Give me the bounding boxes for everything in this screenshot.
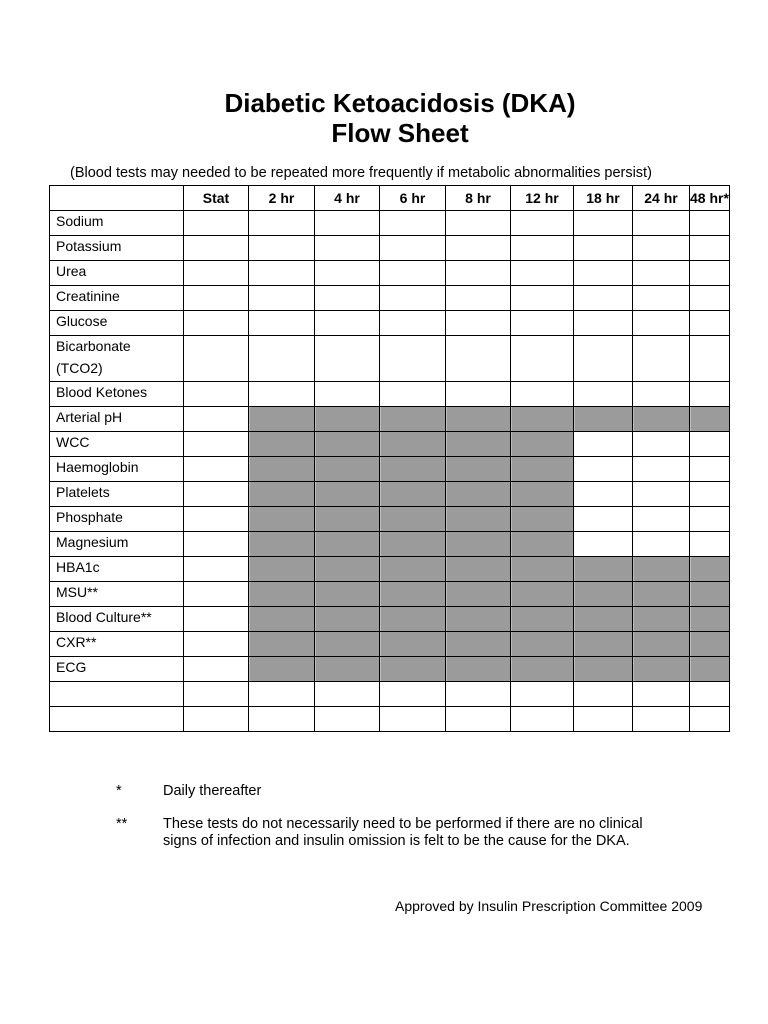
table-row — [50, 457, 730, 482]
column-header: 6 hr — [380, 186, 446, 211]
table-row — [50, 311, 730, 336]
row-label-text: Creatinine — [56, 288, 120, 304]
table-row — [50, 707, 730, 732]
column-header: 48 hr* — [690, 186, 730, 211]
entry-cell[interactable] — [446, 382, 511, 407]
entry-cell[interactable] — [574, 707, 633, 732]
column-header: 4 hr — [315, 186, 380, 211]
entry-cell[interactable] — [184, 557, 249, 582]
footnote-2-mark: ** — [116, 816, 128, 832]
table-row — [50, 211, 730, 236]
shaded-cell — [511, 457, 574, 482]
shaded-cell — [511, 432, 574, 457]
entry-cell[interactable] — [633, 261, 690, 286]
footnote-1-text: Daily thereafter — [163, 783, 262, 799]
entry-cell[interactable] — [184, 432, 249, 457]
row-label — [50, 286, 184, 311]
shaded-cell — [446, 507, 511, 532]
entry-cell[interactable] — [690, 261, 730, 286]
shaded-cell — [380, 632, 446, 657]
shaded-cell — [380, 607, 446, 632]
table-row — [50, 507, 730, 532]
approval-footer: Approved by Insulin Prescription Committee 2009 — [395, 898, 703, 914]
entry-cell[interactable] — [380, 707, 446, 732]
entry-cell[interactable] — [690, 507, 730, 532]
shaded-cell — [446, 557, 511, 582]
row-label — [50, 382, 184, 407]
shaded-cell — [574, 557, 633, 582]
shaded-cell — [633, 607, 690, 632]
row-label-text: Sodium — [56, 213, 104, 229]
row-label-text: Blood Culture** — [56, 609, 152, 625]
shaded-cell — [690, 407, 730, 432]
entry-cell[interactable] — [315, 336, 380, 382]
entry-cell[interactable] — [184, 457, 249, 482]
row-label-text: Phosphate — [56, 509, 123, 525]
shaded-cell — [511, 482, 574, 507]
entry-cell[interactable] — [249, 382, 315, 407]
entry-cell[interactable] — [690, 311, 730, 336]
shaded-cell — [446, 632, 511, 657]
row-label — [50, 582, 184, 607]
shaded-cell — [511, 632, 574, 657]
entry-cell[interactable] — [633, 432, 690, 457]
entry-cell[interactable] — [690, 236, 730, 261]
shaded-cell — [446, 482, 511, 507]
shaded-cell — [633, 407, 690, 432]
shaded-cell — [315, 507, 380, 532]
shaded-cell — [446, 607, 511, 632]
row-label-text: Blood Ketones — [56, 384, 148, 400]
row-label — [50, 211, 184, 236]
shaded-cell — [633, 557, 690, 582]
shaded-cell — [574, 657, 633, 682]
entry-cell[interactable] — [446, 261, 511, 286]
shaded-cell — [249, 432, 315, 457]
shaded-cell — [690, 607, 730, 632]
blood-test-note: (Blood tests may needed to be repeated more frequently if metabolic abnormalities persist) — [70, 165, 652, 181]
row-label-text: WCC — [56, 434, 90, 450]
entry-cell[interactable] — [380, 261, 446, 286]
entry-cell[interactable] — [315, 682, 380, 707]
shaded-cell — [315, 432, 380, 457]
shaded-cell — [446, 532, 511, 557]
entry-cell[interactable] — [380, 682, 446, 707]
entry-cell[interactable] — [574, 336, 633, 382]
document-title-line2: Flow Sheet — [331, 118, 469, 148]
entry-cell[interactable] — [184, 582, 249, 607]
row-label-text: Magnesium — [56, 534, 129, 550]
entry-cell[interactable] — [184, 682, 249, 707]
corner-cell — [50, 186, 184, 211]
entry-cell[interactable] — [446, 211, 511, 236]
entry-cell[interactable] — [633, 211, 690, 236]
entry-cell[interactable] — [633, 482, 690, 507]
entry-cell[interactable] — [184, 211, 249, 236]
entry-cell[interactable] — [574, 532, 633, 557]
shaded-cell — [511, 557, 574, 582]
shaded-cell — [690, 657, 730, 682]
table-row — [50, 407, 730, 432]
shaded-cell — [315, 457, 380, 482]
entry-cell[interactable] — [574, 457, 633, 482]
entry-cell[interactable] — [574, 311, 633, 336]
table-row — [50, 236, 730, 261]
row-label — [50, 432, 184, 457]
entry-cell[interactable] — [511, 336, 574, 382]
table-row — [50, 682, 730, 707]
entry-cell[interactable] — [249, 682, 315, 707]
entry-cell[interactable] — [446, 336, 511, 382]
entry-cell[interactable] — [249, 236, 315, 261]
entry-cell[interactable] — [574, 382, 633, 407]
entry-cell[interactable] — [511, 211, 574, 236]
shaded-cell — [511, 582, 574, 607]
table-row — [50, 382, 730, 407]
entry-cell[interactable] — [511, 236, 574, 261]
shaded-cell — [380, 507, 446, 532]
table-row — [50, 632, 730, 657]
table-row — [50, 482, 730, 507]
row-label — [50, 707, 184, 732]
footnote-2-line2: signs of infection and insulin omission is felt to be the cause for the DKA. — [163, 833, 630, 849]
column-header: 24 hr — [633, 186, 690, 211]
row-label-text: ECG — [56, 659, 87, 675]
entry-cell[interactable] — [184, 382, 249, 407]
row-label-text-line2: (TCO2) — [56, 360, 103, 376]
entry-cell[interactable] — [574, 507, 633, 532]
row-label-text: Bicarbonate — [56, 338, 131, 354]
entry-cell[interactable] — [315, 707, 380, 732]
entry-cell[interactable] — [690, 382, 730, 407]
shaded-cell — [380, 657, 446, 682]
entry-cell[interactable] — [315, 211, 380, 236]
row-label — [50, 557, 184, 582]
entry-cell[interactable] — [315, 286, 380, 311]
row-label-text: Glucose — [56, 313, 108, 329]
entry-cell[interactable] — [249, 261, 315, 286]
entry-cell[interactable] — [380, 286, 446, 311]
entry-cell[interactable] — [574, 236, 633, 261]
entry-cell[interactable] — [446, 236, 511, 261]
shaded-cell — [249, 507, 315, 532]
entry-cell[interactable] — [315, 311, 380, 336]
table-row — [50, 607, 730, 632]
shaded-cell — [249, 457, 315, 482]
entry-cell[interactable] — [690, 211, 730, 236]
entry-cell[interactable] — [184, 532, 249, 557]
entry-cell[interactable] — [184, 657, 249, 682]
shaded-cell — [511, 657, 574, 682]
shaded-cell — [574, 582, 633, 607]
shaded-cell — [690, 557, 730, 582]
row-label-text: Urea — [56, 263, 87, 279]
table-header-row — [50, 186, 730, 211]
row-label — [50, 336, 184, 382]
shaded-cell — [690, 582, 730, 607]
entry-cell[interactable] — [690, 532, 730, 557]
entry-cell[interactable] — [380, 382, 446, 407]
entry-cell[interactable] — [380, 336, 446, 382]
column-header: 2 hr — [249, 186, 315, 211]
column-header: 18 hr — [574, 186, 633, 211]
table-body — [50, 211, 730, 732]
footnote-1-mark: * — [116, 783, 122, 799]
entry-cell[interactable] — [249, 286, 315, 311]
entry-cell[interactable] — [184, 632, 249, 657]
table-row — [50, 261, 730, 286]
dka-flow-table — [49, 185, 730, 732]
shaded-cell — [380, 407, 446, 432]
entry-cell[interactable] — [184, 261, 249, 286]
entry-cell[interactable] — [380, 311, 446, 336]
row-label — [50, 607, 184, 632]
entry-cell[interactable] — [574, 286, 633, 311]
entry-cell[interactable] — [249, 336, 315, 382]
entry-cell[interactable] — [633, 457, 690, 482]
column-header: Stat — [184, 186, 249, 211]
entry-cell[interactable] — [633, 532, 690, 557]
entry-cell[interactable] — [511, 286, 574, 311]
entry-cell[interactable] — [315, 382, 380, 407]
row-label-text: HBA1c — [56, 559, 100, 575]
entry-cell[interactable] — [633, 236, 690, 261]
entry-cell[interactable] — [574, 211, 633, 236]
shaded-cell — [511, 507, 574, 532]
column-header: 12 hr — [511, 186, 574, 211]
row-label — [50, 261, 184, 286]
row-label — [50, 632, 184, 657]
entry-cell[interactable] — [690, 707, 730, 732]
table-row — [50, 336, 730, 382]
entry-cell[interactable] — [315, 261, 380, 286]
shaded-cell — [511, 532, 574, 557]
shaded-cell — [380, 557, 446, 582]
row-label — [50, 236, 184, 261]
entry-cell[interactable] — [249, 707, 315, 732]
shaded-cell — [446, 432, 511, 457]
entry-cell[interactable] — [633, 682, 690, 707]
entry-cell[interactable] — [184, 311, 249, 336]
row-label — [50, 311, 184, 336]
entry-cell[interactable] — [690, 336, 730, 382]
row-label-text: MSU** — [56, 584, 99, 600]
entry-cell[interactable] — [690, 482, 730, 507]
table-row — [50, 532, 730, 557]
entry-cell[interactable] — [446, 311, 511, 336]
shaded-cell — [249, 532, 315, 557]
entry-cell[interactable] — [184, 407, 249, 432]
shaded-cell — [380, 482, 446, 507]
entry-cell[interactable] — [690, 286, 730, 311]
shaded-cell — [249, 557, 315, 582]
shaded-cell — [380, 582, 446, 607]
entry-cell[interactable] — [574, 682, 633, 707]
entry-cell[interactable] — [633, 286, 690, 311]
shaded-cell — [380, 432, 446, 457]
entry-cell[interactable] — [574, 261, 633, 286]
shaded-cell — [446, 582, 511, 607]
shaded-cell — [633, 582, 690, 607]
shaded-cell — [574, 607, 633, 632]
row-label — [50, 682, 184, 707]
shaded-cell — [574, 632, 633, 657]
entry-cell[interactable] — [511, 311, 574, 336]
entry-cell[interactable] — [633, 311, 690, 336]
row-label — [50, 457, 184, 482]
shaded-cell — [249, 482, 315, 507]
shaded-cell — [315, 482, 380, 507]
shaded-cell — [315, 582, 380, 607]
document-title-line1: Diabetic Ketoacidosis (DKA) — [224, 88, 576, 118]
entry-cell[interactable] — [633, 382, 690, 407]
shaded-cell — [315, 532, 380, 557]
row-label-text: CXR** — [56, 634, 97, 650]
shaded-cell — [380, 457, 446, 482]
shaded-cell — [249, 582, 315, 607]
shaded-cell — [249, 407, 315, 432]
entry-cell[interactable] — [184, 336, 249, 382]
entry-cell[interactable] — [446, 707, 511, 732]
entry-cell[interactable] — [511, 707, 574, 732]
row-label-text: Platelets — [56, 484, 110, 500]
shaded-cell — [315, 657, 380, 682]
entry-cell[interactable] — [184, 286, 249, 311]
entry-cell[interactable] — [690, 432, 730, 457]
entry-cell[interactable] — [574, 482, 633, 507]
shaded-cell — [511, 607, 574, 632]
shaded-cell — [446, 457, 511, 482]
table-row — [50, 432, 730, 457]
row-label-text: Potassium — [56, 238, 122, 254]
shaded-cell — [249, 657, 315, 682]
entry-cell[interactable] — [380, 211, 446, 236]
column-header: 8 hr — [446, 186, 511, 211]
entry-cell[interactable] — [184, 707, 249, 732]
row-label-text: Haemoglobin — [56, 459, 139, 475]
row-label — [50, 407, 184, 432]
row-label — [50, 657, 184, 682]
entry-cell[interactable] — [184, 236, 249, 261]
footnote-2-line1: These tests do not necessarily need to be performed if there are no clinical — [163, 816, 643, 832]
shaded-cell — [249, 607, 315, 632]
row-label — [50, 482, 184, 507]
entry-cell[interactable] — [184, 507, 249, 532]
table-row — [50, 286, 730, 311]
entry-cell[interactable] — [380, 236, 446, 261]
shaded-cell — [690, 632, 730, 657]
entry-cell[interactable] — [249, 311, 315, 336]
shaded-cell — [446, 407, 511, 432]
row-label — [50, 507, 184, 532]
entry-cell[interactable] — [511, 682, 574, 707]
entry-cell[interactable] — [184, 607, 249, 632]
shaded-cell — [380, 532, 446, 557]
shaded-cell — [249, 632, 315, 657]
entry-cell[interactable] — [574, 432, 633, 457]
row-label — [50, 532, 184, 557]
row-label-text: Arterial pH — [56, 409, 123, 425]
shaded-cell — [315, 632, 380, 657]
shaded-cell — [574, 407, 633, 432]
shaded-cell — [633, 657, 690, 682]
entry-cell[interactable] — [633, 336, 690, 382]
entry-cell[interactable] — [511, 382, 574, 407]
entry-cell[interactable] — [315, 236, 380, 261]
shaded-cell — [446, 657, 511, 682]
table-row — [50, 582, 730, 607]
shaded-cell — [511, 407, 574, 432]
table-row — [50, 657, 730, 682]
shaded-cell — [315, 407, 380, 432]
entry-cell[interactable] — [690, 457, 730, 482]
shaded-cell — [315, 557, 380, 582]
entry-cell[interactable] — [446, 682, 511, 707]
entry-cell[interactable] — [633, 507, 690, 532]
entry-cell[interactable] — [690, 682, 730, 707]
entry-cell[interactable] — [184, 482, 249, 507]
entry-cell[interactable] — [446, 286, 511, 311]
shaded-cell — [633, 632, 690, 657]
shaded-cell — [315, 607, 380, 632]
entry-cell[interactable] — [633, 707, 690, 732]
entry-cell[interactable] — [249, 211, 315, 236]
entry-cell[interactable] — [511, 261, 574, 286]
table-row — [50, 557, 730, 582]
